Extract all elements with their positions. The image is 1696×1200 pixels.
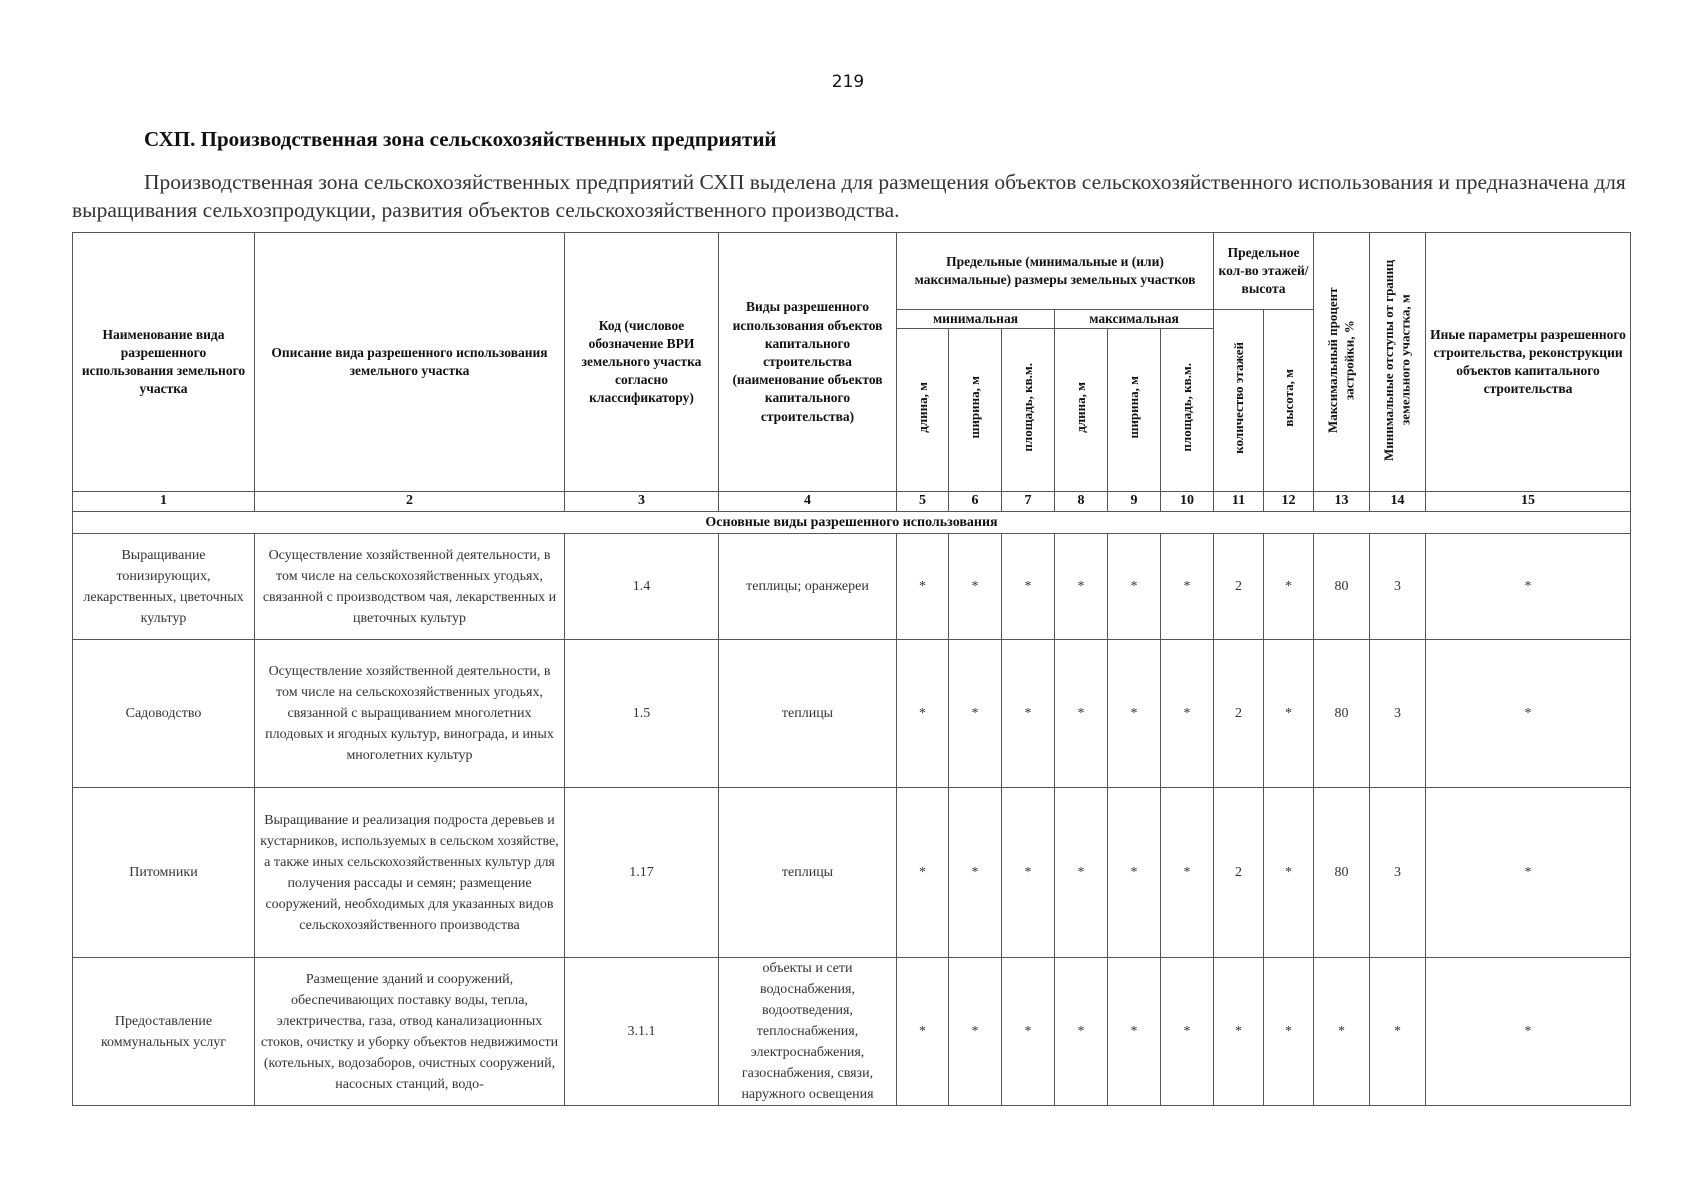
row-objects: объекты и сети водоснабжения, водоотведения, теплоснабжения, электроснабжения, газоснабжения, связи, наружного освещения: [719, 958, 897, 1106]
row-setback: 3: [1370, 534, 1426, 640]
column-number: 13: [1314, 492, 1370, 512]
row-max-length: *: [1055, 788, 1108, 958]
row-min-width: *: [949, 788, 1002, 958]
row-max-width: *: [1108, 534, 1161, 640]
header-min: минимальная: [897, 310, 1055, 329]
row-max-area: *: [1161, 958, 1214, 1106]
row-min-width: *: [949, 640, 1002, 788]
regulations-table: [72, 232, 1631, 1106]
row-description: Осуществление хозяйственной деятельности, в том числе на сельскохозяйственных угодьях, связанной с выращиванием многолетних плодовых и ягодных культур, винограда, и иных многолетних культур: [255, 640, 565, 788]
header-max-length: [1055, 329, 1108, 492]
header-coverage: [1314, 233, 1370, 492]
row-coverage: 80: [1314, 534, 1370, 640]
header-min-width-text: ширина, м: [967, 376, 983, 439]
row-height: *: [1264, 788, 1314, 958]
row-min-length: *: [897, 640, 949, 788]
row-coverage: *: [1314, 958, 1370, 1106]
header-floors-group: Предельное кол-во этажей/ высота: [1214, 233, 1314, 310]
row-code: 1.4: [565, 534, 719, 640]
row-description: Размещение зданий и сооружений, обеспечивающих поставку воды, тепла, электричества, газа, отвод канализационных стоков, очистку и уборку объектов недвижимости (котельных, водозаборов, очистных сооружений, насосных станций, водо-: [255, 958, 565, 1106]
row-max-width: *: [1108, 640, 1161, 788]
row-max-area: *: [1161, 788, 1214, 958]
row-name: Выращивание тонизирующих, лекарственных, цветочных культур: [73, 534, 255, 640]
row-max-width: *: [1108, 788, 1161, 958]
row-min-width: *: [949, 958, 1002, 1106]
row-description: Осуществление хозяйственной деятельности, в том числе на сельскохозяйственных угодьях, связанной с производством чая, лекарственных и цветочных культур: [255, 534, 565, 640]
row-height: *: [1264, 534, 1314, 640]
row-other: *: [1426, 788, 1631, 958]
header-height-text: высота, м: [1280, 369, 1296, 427]
row-code: 3.1.1: [565, 958, 719, 1106]
column-number: 11: [1214, 492, 1264, 512]
column-number: 6: [949, 492, 1002, 512]
header-setback-text: Минимальные отступы от границ земельного участка, м: [1381, 258, 1413, 461]
row-height: *: [1264, 640, 1314, 788]
header-plot-sizes: Предельные (минимальные и (или) максимальные) размеры земельных участков: [897, 233, 1214, 310]
column-number: 5: [897, 492, 949, 512]
column-number: 8: [1055, 492, 1108, 512]
row-min-length: *: [897, 788, 949, 958]
row-floors: 2: [1214, 788, 1264, 958]
row-other: *: [1426, 640, 1631, 788]
column-number: 15: [1426, 492, 1631, 512]
header-description: Описание вида разрешенного использования земельного участка: [255, 233, 565, 492]
zone-intro: Производственная зона сельскохозяйственных предприятий СХП выделена для размещения объектов сельскохозяйственного использования и предназначена для выращивания сельхозпродукции, развития объектов сельскохозяйственного производства.: [72, 170, 1626, 222]
row-setback: 3: [1370, 788, 1426, 958]
row-floors: 2: [1214, 640, 1264, 788]
column-number: 14: [1370, 492, 1426, 512]
header-coverage-text: Максимальный процент застройки, %: [1325, 286, 1357, 433]
column-number: 2: [255, 492, 565, 512]
table-row: [73, 958, 1631, 1106]
row-setback: 3: [1370, 640, 1426, 788]
row-setback: *: [1370, 958, 1426, 1106]
header-min-length-text: длина, м: [914, 382, 930, 433]
header-other: Иные параметры разрешенного строительства, реконструкции объектов капитального строительства: [1426, 233, 1631, 492]
row-name: Питомники: [73, 788, 255, 958]
row-objects: теплицы: [719, 640, 897, 788]
section-title: Основные виды разрешенного использования: [73, 512, 1631, 534]
row-floors: 2: [1214, 534, 1264, 640]
column-number: 4: [719, 492, 897, 512]
header-max-width: [1108, 329, 1161, 492]
row-floors: *: [1214, 958, 1264, 1106]
header-max-width-text: ширина, м: [1126, 376, 1142, 439]
row-max-area: *: [1161, 640, 1214, 788]
header-min-length: [897, 329, 949, 492]
row-min-length: *: [897, 534, 949, 640]
column-number: 9: [1108, 492, 1161, 512]
zone-title: СХП. Производственная зона сельскохозяйственных предприятий: [144, 127, 777, 151]
column-number: 3: [565, 492, 719, 512]
row-max-length: *: [1055, 534, 1108, 640]
row-name: Предоставление коммунальных услуг: [73, 958, 255, 1106]
header-min-area-text: площадь, кв.м.: [1020, 363, 1036, 452]
row-description: Выращивание и реализация подроста деревьев и кустарников, используемых в сельском хозяйстве, а также иных сельскохозяйственных культур для получения рассады и семян; размещение сооружений, необходимых для указанных видов сельскохозяйственного производства: [255, 788, 565, 958]
row-code: 1.17: [565, 788, 719, 958]
column-number: 1: [73, 492, 255, 512]
row-min-area: *: [1002, 958, 1055, 1106]
row-coverage: 80: [1314, 640, 1370, 788]
row-objects: теплицы: [719, 788, 897, 958]
row-min-area: *: [1002, 788, 1055, 958]
header-floors-text: количество этажей: [1230, 342, 1246, 454]
header-height: [1264, 310, 1314, 492]
row-max-width: *: [1108, 958, 1161, 1106]
header-code: Код (числовое обозначение ВРИ земельного участка согласно классификатору): [565, 233, 719, 492]
header-objects: Виды разрешенного использования объектов капитального строительства (наименование объектов капитального строительства): [719, 233, 897, 492]
table-row: [73, 640, 1631, 788]
header-min-area: [1002, 329, 1055, 492]
header-name: Наименование вида разрешенного использования земельного участка: [73, 233, 255, 492]
row-name: Садоводство: [73, 640, 255, 788]
row-other: *: [1426, 534, 1631, 640]
header-max-area-text: площадь, кв.м.: [1179, 363, 1195, 452]
column-number: 10: [1161, 492, 1214, 512]
row-max-length: *: [1055, 640, 1108, 788]
row-coverage: 80: [1314, 788, 1370, 958]
header-max-area: [1161, 329, 1214, 492]
page-number: 219: [831, 72, 865, 92]
row-min-length: *: [897, 958, 949, 1106]
column-number: 12: [1264, 492, 1314, 512]
header-max-length-text: длина, м: [1073, 382, 1089, 433]
row-min-area: *: [1002, 640, 1055, 788]
row-objects: теплицы; оранжереи: [719, 534, 897, 640]
row-max-length: *: [1055, 958, 1108, 1106]
row-other: *: [1426, 958, 1631, 1106]
section-row: [73, 512, 1631, 534]
row-min-width: *: [949, 534, 1002, 640]
row-min-area: *: [1002, 534, 1055, 640]
header-max: максимальная: [1055, 310, 1214, 329]
row-code: 1.5: [565, 640, 719, 788]
header-setback: [1370, 233, 1426, 492]
column-number: 7: [1002, 492, 1055, 512]
column-numbers-row: [73, 492, 1631, 512]
row-max-area: *: [1161, 534, 1214, 640]
header-floors: [1214, 310, 1264, 492]
table-row: [73, 534, 1631, 640]
row-height: *: [1264, 958, 1314, 1106]
header-min-width: [949, 329, 1002, 492]
table-row: [73, 788, 1631, 958]
